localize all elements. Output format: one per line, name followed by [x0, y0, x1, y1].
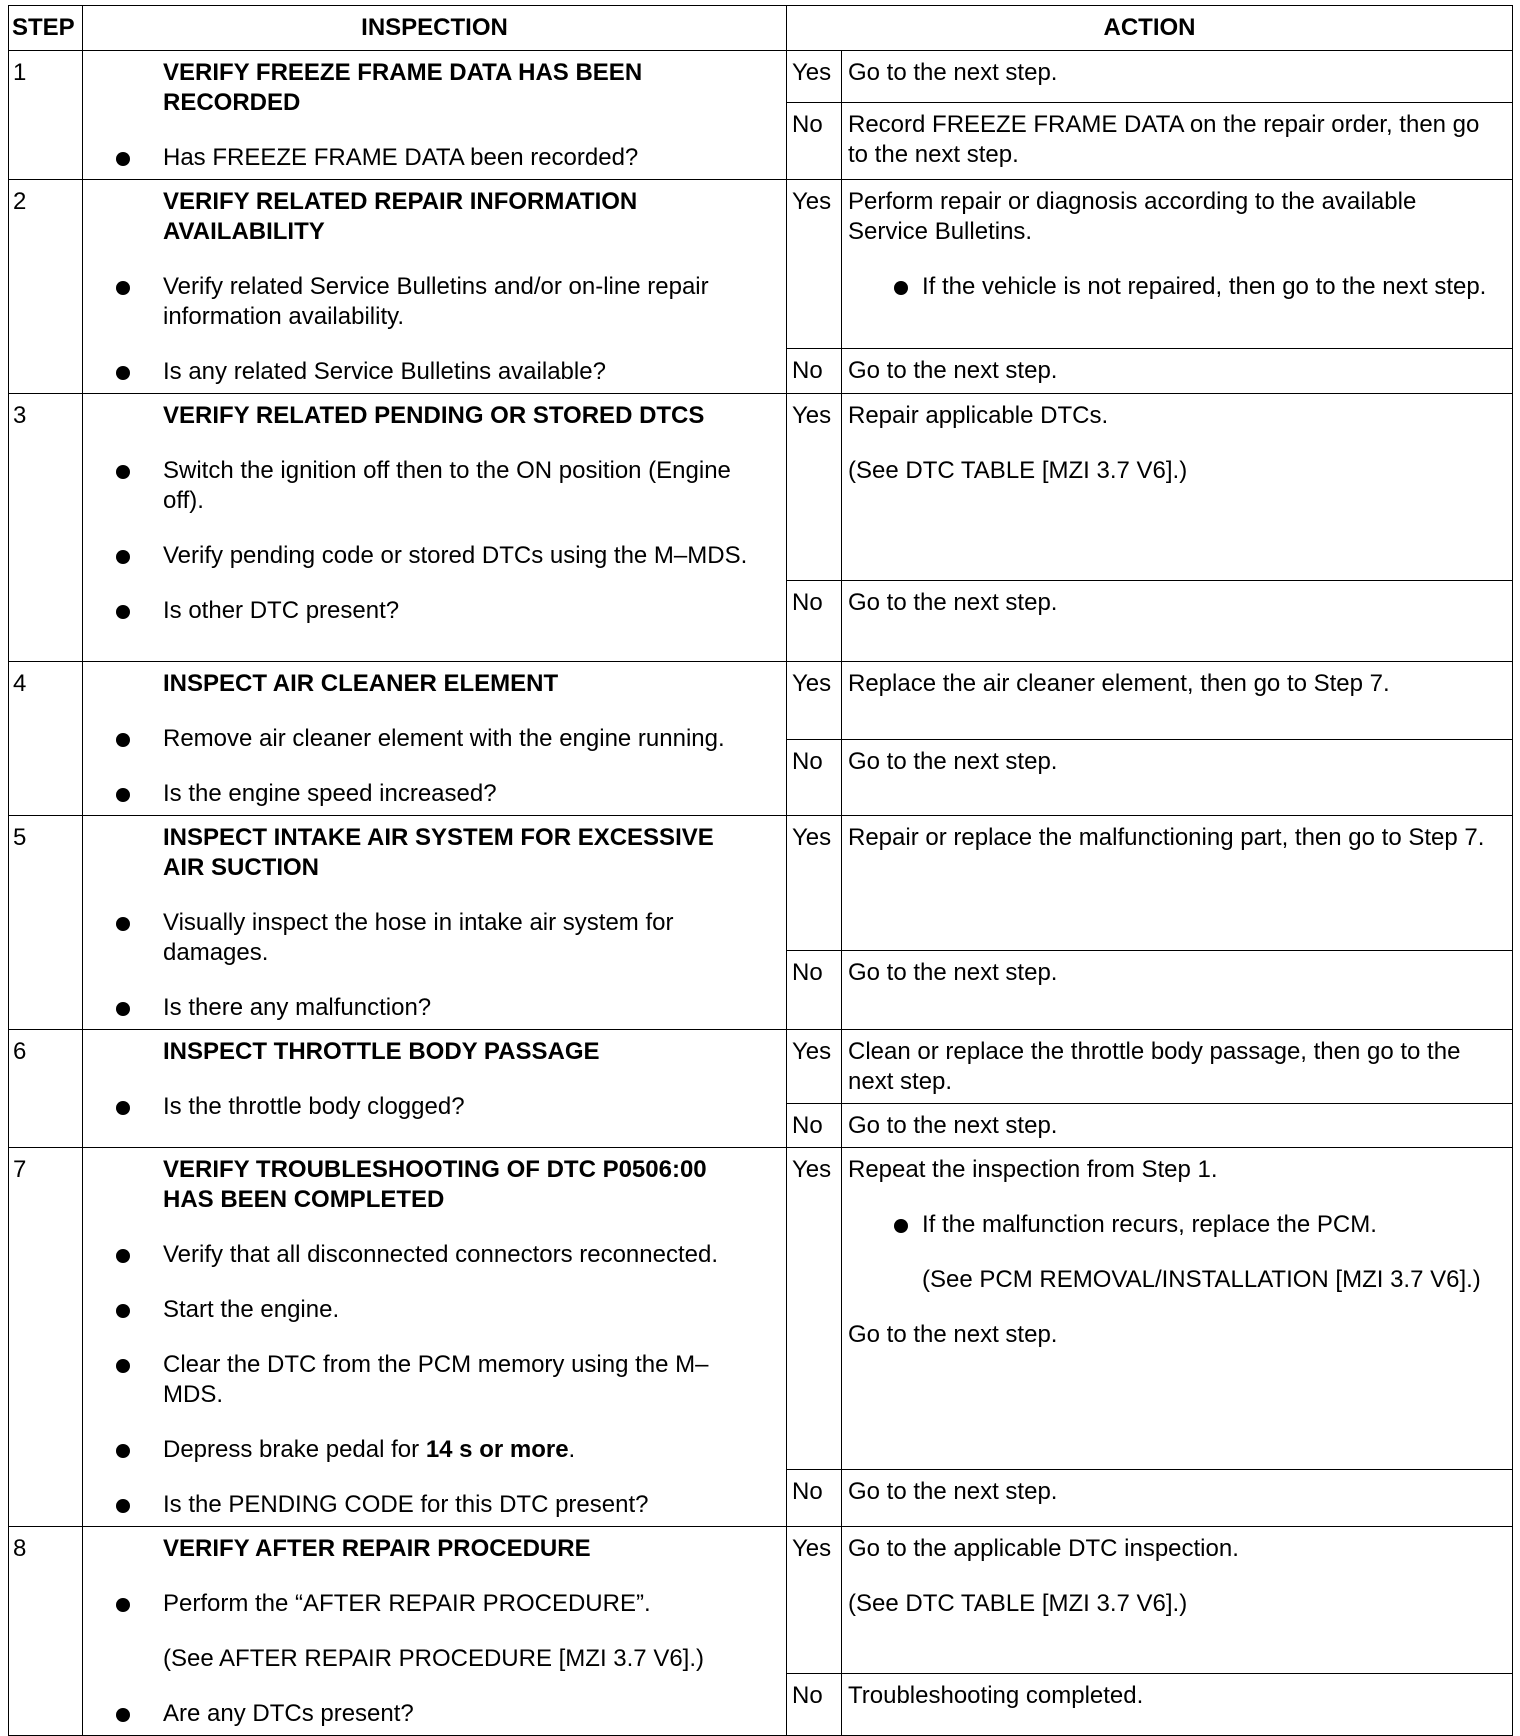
bullet-item: Visually inspect the hose in intake air system for damages. — [83, 908, 756, 968]
no-label: No — [787, 581, 842, 662]
bullet-item: Is there any malfunction? — [83, 993, 756, 1023]
bullet-icon — [83, 1295, 163, 1318]
bullet-item: Is the PENDING CODE for this DTC present? — [83, 1490, 756, 1520]
no-label: No — [787, 1104, 842, 1148]
table-row — [9, 662, 1513, 740]
bullet-item: Verify pending code or stored DTCs using the M–MDS. — [83, 541, 756, 571]
yes-label: Yes — [787, 662, 842, 740]
no-label: No — [787, 950, 842, 1029]
no-action: Go to the next step. — [842, 1104, 1513, 1148]
inspection-cell — [83, 1527, 787, 1736]
bullet-icon — [83, 1240, 163, 1263]
yes-label: Yes — [787, 394, 842, 581]
bullet-item: Is any related Service Bulletins available? — [83, 357, 756, 387]
no-label: No — [787, 1470, 842, 1527]
table-row — [9, 816, 1513, 951]
bullet-icon — [83, 456, 163, 479]
bullet-item: Is the engine speed increased? — [83, 779, 756, 809]
step-title: INSPECT INTAKE AIR SYSTEM FOR EXCESSIVE AIR SUCTION — [163, 824, 714, 881]
action-bullet: If the vehicle is not repaired, then go to the next step. — [848, 272, 1492, 302]
bullet-icon — [83, 541, 163, 564]
reference-text: (See DTC TABLE [MZI 3.7 V6].) — [848, 1590, 1188, 1617]
yes-label: Yes — [787, 816, 842, 951]
inspection-cell — [83, 816, 787, 1030]
reference-text: (See DTC TABLE [MZI 3.7 V6].) — [848, 457, 1188, 484]
bullet-item: Clear the DTC from the PCM memory using the M–MDS. — [83, 1350, 756, 1410]
table-row — [9, 1527, 1513, 1674]
bullet-item: Has FREEZE FRAME DATA been recorded? — [83, 143, 756, 173]
bullet-icon — [83, 1490, 163, 1513]
step-number: 6 — [9, 1030, 83, 1148]
bullet-icon — [83, 272, 163, 295]
step-title: VERIFY AFTER REPAIR PROCEDURE — [163, 1535, 591, 1562]
bullet-icon — [83, 357, 163, 380]
table-row — [9, 394, 1513, 581]
bullet-item: Switch the ignition off then to the ON position (Engine off). — [83, 456, 756, 516]
no-action: Go to the next step. — [842, 950, 1513, 1029]
no-action: Go to the next step. — [842, 581, 1513, 662]
bullet-item: Verify that all disconnected connectors reconnected. — [83, 1240, 756, 1270]
no-label: No — [787, 348, 842, 393]
yes-action: Perform repair or diagnosis according to the available Service Bulletins. If the vehicle is not repaired, then go to the next step. — [842, 180, 1513, 349]
bullet-item: Depress brake pedal for 14 s or more. — [83, 1435, 756, 1465]
table-row — [9, 51, 1513, 103]
no-action: Go to the next step. — [842, 1470, 1513, 1527]
step-title: VERIFY RELATED REPAIR INFORMATION AVAILABILITY — [163, 188, 638, 245]
step-number: 3 — [9, 394, 83, 662]
action-bullet: If the malfunction recurs, replace the PCM. — [848, 1210, 1492, 1240]
table-header-row — [9, 6, 1513, 51]
yes-action: Repeat the inspection from Step 1. If the malfunction recurs, replace the PCM. (See PCM REMOVAL/INSTALLATION [MZI 3.7 V6].) Go to the next step. — [842, 1148, 1513, 1470]
no-label: No — [787, 103, 842, 180]
yes-action: Go to the applicable DTC inspection. (See DTC TABLE [MZI 3.7 V6].) — [842, 1527, 1513, 1674]
yes-action: Repair applicable DTCs. (See DTC TABLE [MZI 3.7 V6].) — [842, 394, 1513, 581]
step-title: VERIFY FREEZE FRAME DATA HAS BEEN RECORDED — [163, 59, 643, 116]
bullet-icon — [83, 1589, 163, 1612]
bullet-item: Remove air cleaner element with the engine running. — [83, 724, 756, 754]
yes-label: Yes — [787, 180, 842, 349]
no-action: Go to the next step. — [842, 348, 1513, 393]
step-number: 1 — [9, 51, 83, 180]
bullet-icon — [83, 779, 163, 802]
troubleshooting-table — [8, 5, 1513, 1736]
yes-action: Repair or replace the malfunctioning part, then go to Step 7. — [842, 816, 1513, 951]
table-row — [9, 180, 1513, 349]
yes-label: Yes — [787, 1527, 842, 1674]
step-title: INSPECT THROTTLE BODY PASSAGE — [163, 1038, 600, 1065]
reference-text: (See PCM REMOVAL/INSTALLATION [MZI 3.7 V6].) — [922, 1266, 1481, 1293]
yes-action: Go to the next step. — [842, 51, 1513, 103]
bullet-item: Is other DTC present? — [83, 596, 756, 626]
yes-label: Yes — [787, 1030, 842, 1104]
bullet-icon — [83, 724, 163, 747]
step-number: 8 — [9, 1527, 83, 1736]
bullet-item: Are any DTCs present? — [83, 1699, 756, 1729]
bullet-icon — [848, 1210, 922, 1240]
step-number: 4 — [9, 662, 83, 816]
yes-action: Clean or replace the throttle body passage, then go to the next step. — [842, 1030, 1513, 1104]
bullet-item: Verify related Service Bulletins and/or on-line repair information availability. — [83, 272, 756, 332]
no-label: No — [787, 739, 842, 816]
bullet-icon — [83, 993, 163, 1016]
step-title: INSPECT AIR CLEANER ELEMENT — [163, 670, 559, 697]
inspection-cell — [83, 394, 787, 662]
inspection-cell — [83, 1148, 787, 1527]
no-action: Record FREEZE FRAME DATA on the repair order, then go to the next step. — [842, 103, 1513, 180]
step-number: 2 — [9, 180, 83, 394]
step-number: 5 — [9, 816, 83, 1030]
header-action: ACTION — [787, 6, 1513, 51]
table-row — [9, 1030, 1513, 1104]
bullet-icon — [848, 272, 922, 302]
inspection-cell — [83, 51, 787, 180]
bullet-icon — [83, 1699, 163, 1722]
step-title: VERIFY RELATED PENDING OR STORED DTCS — [163, 402, 705, 429]
inspection-cell — [83, 662, 787, 816]
bullet-icon — [83, 908, 163, 931]
reference-text: (See AFTER REPAIR PROCEDURE [MZI 3.7 V6].) — [163, 1645, 705, 1672]
bullet-icon — [83, 143, 163, 166]
table-row — [9, 1148, 1513, 1470]
bullet-icon — [83, 596, 163, 619]
inspection-cell — [83, 180, 787, 394]
header-inspection: INSPECTION — [83, 6, 787, 51]
bullet-item: Start the engine. — [83, 1295, 756, 1325]
bullet-item: Is the throttle body clogged? — [83, 1092, 756, 1122]
inspection-cell — [83, 1030, 787, 1148]
step-number: 7 — [9, 1148, 83, 1527]
step-title: VERIFY TROUBLESHOOTING OF DTC P0506:00 HAS BEEN COMPLETED — [163, 1156, 707, 1213]
no-action: Troubleshooting completed. — [842, 1673, 1513, 1735]
bullet-icon — [83, 1092, 163, 1115]
bullet-icon — [83, 1435, 163, 1458]
bullet-icon — [83, 1350, 163, 1373]
yes-label: Yes — [787, 51, 842, 103]
no-action: Go to the next step. — [842, 739, 1513, 816]
no-label: No — [787, 1673, 842, 1735]
yes-action: Replace the air cleaner element, then go to Step 7. — [842, 662, 1513, 740]
bullet-item: Perform the “AFTER REPAIR PROCEDURE”. — [83, 1589, 756, 1619]
yes-label: Yes — [787, 1148, 842, 1470]
header-step: STEP — [9, 6, 83, 51]
